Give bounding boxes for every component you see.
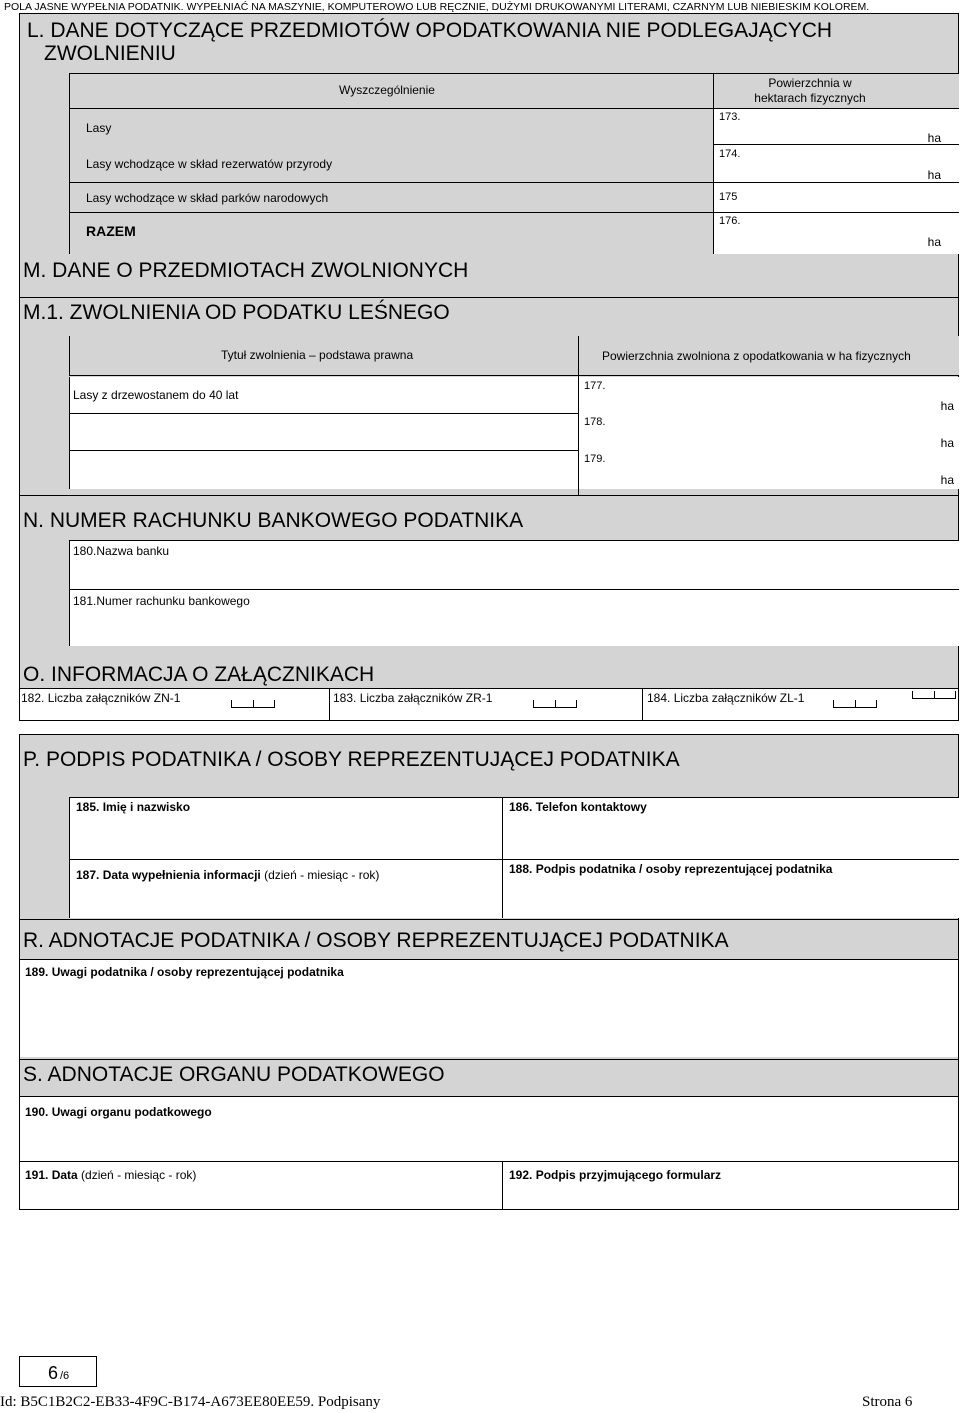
section-p-title: P. PODPIS PODATNIKA / OSOBY REPREZENTUJĄCEJ PODATNIKA: [23, 748, 680, 771]
field-188-signature[interactable]: [503, 860, 959, 918]
field-188-label: 188. Podpis podatnika / osoby reprezentującej podatnika: [509, 862, 833, 876]
field-186-label: 186. Telefon kontaktowy: [509, 800, 647, 814]
footer-document-id: Id: B5C1B2C2-EB33-4F9C-B174-A673EE80EE59. Podpisany: [0, 1394, 381, 1410]
field-191-date[interactable]: [20, 1162, 503, 1209]
col-header-title: Tytuł zwolnienia – podstawa prawna: [221, 348, 414, 362]
field-192-label: 192. Podpis przyjmującego formularz: [509, 1168, 722, 1182]
field-176[interactable]: [714, 213, 959, 254]
section-m-title: M. DANE O PRZEDMIOTACH ZWOLNIONYCH: [23, 259, 469, 282]
field-185-label: 185. Imię i nazwisko: [76, 800, 191, 814]
page-number: 6: [48, 1363, 59, 1383]
field-175[interactable]: [714, 183, 959, 212]
field-189-label: 189. Uwagi podatnika / osoby reprezentującej podatnika: [25, 965, 344, 979]
field-181-account-number[interactable]: [69, 590, 959, 646]
col-header-specification: Wyszczególnienie: [339, 83, 435, 97]
field-184[interactable]: [643, 688, 958, 720]
field-180-bank-name[interactable]: [69, 540, 959, 590]
row-label-rezerwaty: Lasy wchodzące w skład rezerwatów przyrody: [86, 157, 333, 171]
field-186-phone[interactable]: [503, 797, 959, 860]
page-number-box: [19, 1356, 97, 1387]
field-191-label-text: 191. Data: [25, 1168, 78, 1182]
field-176-number: 176.: [719, 215, 741, 227]
footer-page-label: Strona 6: [862, 1394, 913, 1410]
field-177-unit: ha: [940, 399, 954, 413]
field-184-label: 184. Liczba załączników ZL-1: [647, 691, 805, 705]
field-183[interactable]: [330, 688, 643, 720]
m1-row-179-title[interactable]: [69, 451, 578, 489]
m1-row-178-title[interactable]: [69, 414, 578, 451]
field-178[interactable]: [579, 414, 959, 451]
field-177-number: 177.: [584, 380, 606, 392]
field-182[interactable]: [20, 688, 330, 720]
field-178-unit: ha: [940, 436, 954, 450]
section-n-title: N. NUMER RACHUNKU BANKOWEGO PODATNIKA: [23, 509, 524, 532]
section-l-title-cont: ZWOLNIENIU: [44, 42, 176, 65]
field-174[interactable]: [714, 145, 959, 182]
field-183-label: 183. Liczba załączników ZR-1: [333, 691, 493, 705]
col-header-exempt-area: Powierzchnia zwolniona z opodatkowania w ha fizycznych: [602, 349, 911, 363]
field-173[interactable]: [714, 109, 959, 145]
section-o-title: O. INFORMACJA O ZAŁĄCZNIKACH: [23, 663, 375, 686]
section-l-title: L. DANE DOTYCZĄCE PRZEDMIOTÓW OPODATKOWANIA NIE PODLEGAJĄCYCH: [27, 19, 833, 42]
field-189-taxpayer-notes[interactable]: [20, 959, 958, 1057]
m1-row-177-title[interactable]: [69, 377, 578, 414]
row-label-razem: RAZEM: [86, 223, 136, 239]
field-187-hint: (dzień - miesiąc - rok): [264, 868, 380, 882]
section-m1-title: M.1. ZWOLNIENIA OD PODATKU LEŚNEGO: [23, 301, 450, 324]
section-s-title: S. ADNOTACJE ORGANU PODATKOWEGO: [23, 1063, 445, 1086]
field-173-number: 173.: [719, 111, 741, 123]
field-191-label: [25, 1168, 196, 1182]
field-175-number: 175: [719, 191, 738, 203]
top-note: POLA JASNE WYPEŁNIA PODATNIK. WYPEŁNIAĆ NA MASZYNIE, KOMPUTEROWO LUB RĘCZNIE, DUŻYMI DRUKOWANYMI LITERAMI, CZARNYM LUB NIEBIESKIM KOLOREM.: [4, 1, 870, 13]
field-190-label: 190. Uwagi organu podatkowego: [25, 1105, 212, 1119]
field-174-unit: ha: [927, 168, 941, 182]
field-187-label-text: 187. Data wypełnienia informacji: [76, 868, 261, 882]
field-176-unit: ha: [927, 235, 941, 249]
field-179[interactable]: [579, 451, 959, 489]
col-header-area: Powierzchnia w hektarach fizycznych: [754, 76, 866, 105]
field-178-number: 178.: [584, 416, 606, 428]
field-174-number: 174.: [719, 148, 741, 160]
m1-row-177-label: Lasy z drzewostanem do 40 lat: [73, 388, 239, 402]
row-label-lasy: Lasy: [86, 121, 112, 135]
field-179-unit: ha: [940, 473, 954, 487]
row-label-parki: Lasy wchodzące w skład parków narodowych: [86, 191, 329, 205]
field-177[interactable]: [579, 377, 959, 414]
field-179-number: 179.: [584, 453, 606, 465]
field-180-label: 180.Nazwa banku: [73, 544, 170, 558]
field-187-label: [76, 868, 379, 882]
field-183-digit-boxes: [533, 700, 577, 708]
field-182-label: 182. Liczba załączników ZN-1: [21, 691, 181, 705]
field-173-unit: ha: [927, 131, 941, 145]
field-184-digit-boxes-extra: [912, 691, 956, 699]
section-r-title: R. ADNOTACJE PODATNIKA / OSOBY REPREZENTUJĄCEJ PODATNIKA: [23, 929, 729, 952]
page-total: /6: [60, 1370, 70, 1382]
field-181-label: 181.Numer rachunku bankowego: [73, 594, 250, 608]
field-187-date[interactable]: [69, 860, 503, 918]
field-191-hint: (dzień - miesiąc - rok): [81, 1168, 197, 1182]
field-192-receiver-signature[interactable]: [503, 1162, 958, 1209]
field-185-name[interactable]: [69, 797, 503, 860]
field-190-office-notes[interactable]: [20, 1096, 958, 1162]
field-182-digit-boxes: [231, 700, 275, 708]
field-184-digit-boxes: [833, 700, 877, 708]
